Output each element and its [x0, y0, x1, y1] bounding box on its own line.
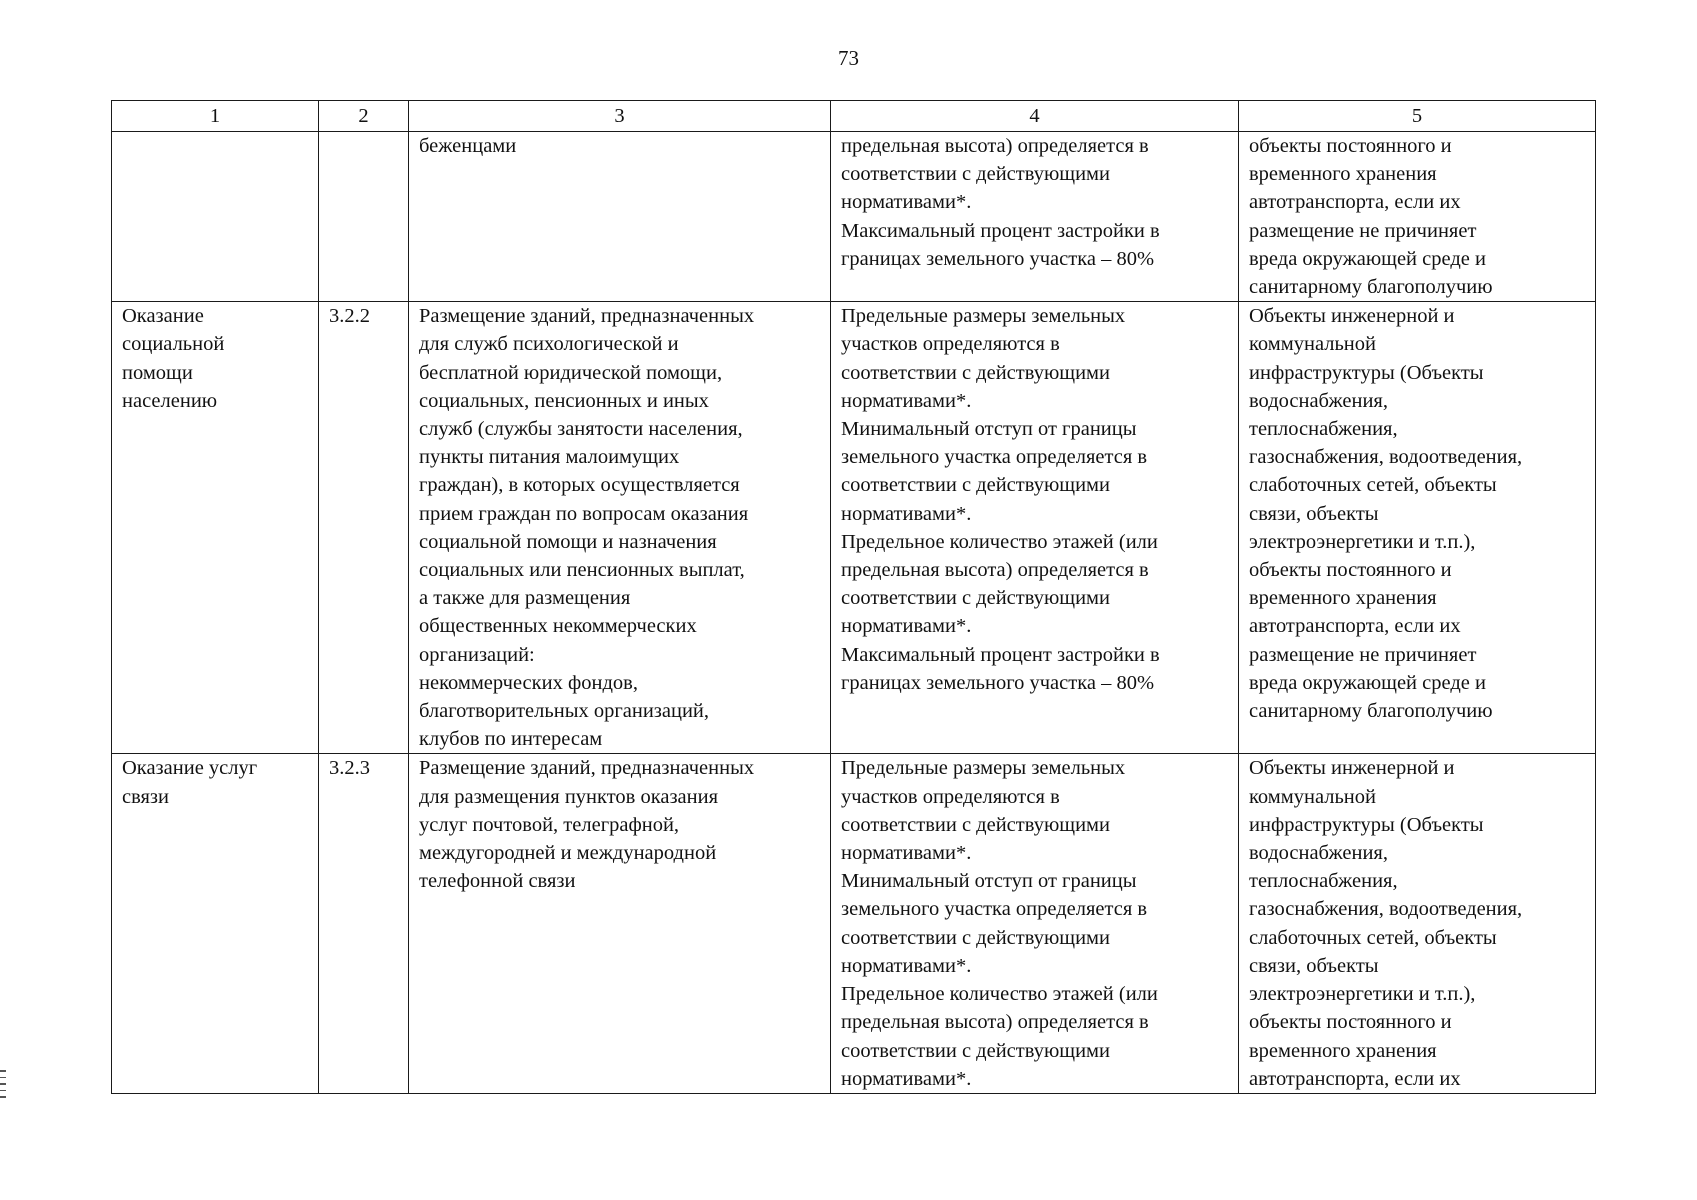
use-code-cell: 3.2.2: [319, 302, 409, 754]
use-code-cell: 3.2.3: [319, 754, 409, 1093]
parameters-cell: предельная высота) определяется в соответствии с действующими нормативами*. Максимальный процент застройки в границах земельного участка – 80%: [831, 132, 1239, 302]
page-number: 73: [838, 46, 859, 70]
use-description-cell: Размещение зданий, предназначенных для служб психологической и бесплатной юридической помощи, социальных, пенсионных и иных служб (службы занятости населения, пункты питания малоимущих граждан), в которых осуществляется прием граждан по вопросам оказания социальной помощи и назначения социальных или пенсионных выплат, а также для размещения общественных некоммерческих организаций: некоммерческих фондов, благотворительных организаций, клубов по интересам: [409, 302, 831, 754]
use-name-cell: [112, 132, 319, 302]
table-header-row: [112, 101, 1596, 132]
auxiliary-uses-cell: Объекты инженерной и коммунальной инфраструктуры (Объекты водоснабжения, теплоснабжения, газоснабжения, водоотведения, слаботочных сетей, объекты связи, объекты электроэнергетики и т.п.), объекты постоянного и временного хранения автотранспорта, если их: [1239, 754, 1596, 1093]
column-header-1: 1: [112, 101, 319, 132]
column-header-3: 3: [409, 101, 831, 132]
table-row: [112, 302, 1596, 754]
use-description-cell: беженцами: [409, 132, 831, 302]
parameters-cell: Предельные размеры земельных участков определяются в соответствии с действующими нормативами*. Минимальный отступ от границы земельного участка определяется в соответствии с действующими нормативами*. Предельное количество этажей (или предельная высота) определяется в соответствии с действующими нормативами*.: [831, 754, 1239, 1093]
scan-edge-mark: [0, 1070, 6, 1110]
column-header-2: 2: [319, 101, 409, 132]
use-name-cell: Оказание услуг связи: [112, 754, 319, 1093]
use-code-cell: [319, 132, 409, 302]
column-header-5: 5: [1239, 101, 1596, 132]
use-name-cell: Оказание социальной помощи населению: [112, 302, 319, 754]
table-row: [112, 132, 1596, 302]
auxiliary-uses-cell: объекты постоянного и временного хранения автотранспорта, если их размещение не причиняет вреда окружающей среде и санитарному благополучию: [1239, 132, 1596, 302]
use-description-cell: Размещение зданий, предназначенных для размещения пунктов оказания услуг почтовой, телеграфной, междугородней и международной телефонной связи: [409, 754, 831, 1093]
auxiliary-uses-cell: Объекты инженерной и коммунальной инфраструктуры (Объекты водоснабжения, теплоснабжения, газоснабжения, водоотведения, слаботочных сетей, объекты связи, объекты электроэнергетики и т.п.), объекты постоянного и временного хранения автотранспорта, если их размещение не причиняет вреда окружающей среде и санитарному благополучию: [1239, 302, 1596, 754]
parameters-cell: Предельные размеры земельных участков определяются в соответствии с действующими нормативами*. Минимальный отступ от границы земельного участка определяется в соответствии с действующими нормативами*. Предельное количество этажей (или предельная высота) определяется в соответствии с действующими нормативами*. Максимальный процент застройки в границах земельного участка – 80%: [831, 302, 1239, 754]
table-row: [112, 754, 1596, 1093]
land-use-table: [111, 100, 1596, 1094]
column-header-4: 4: [831, 101, 1239, 132]
